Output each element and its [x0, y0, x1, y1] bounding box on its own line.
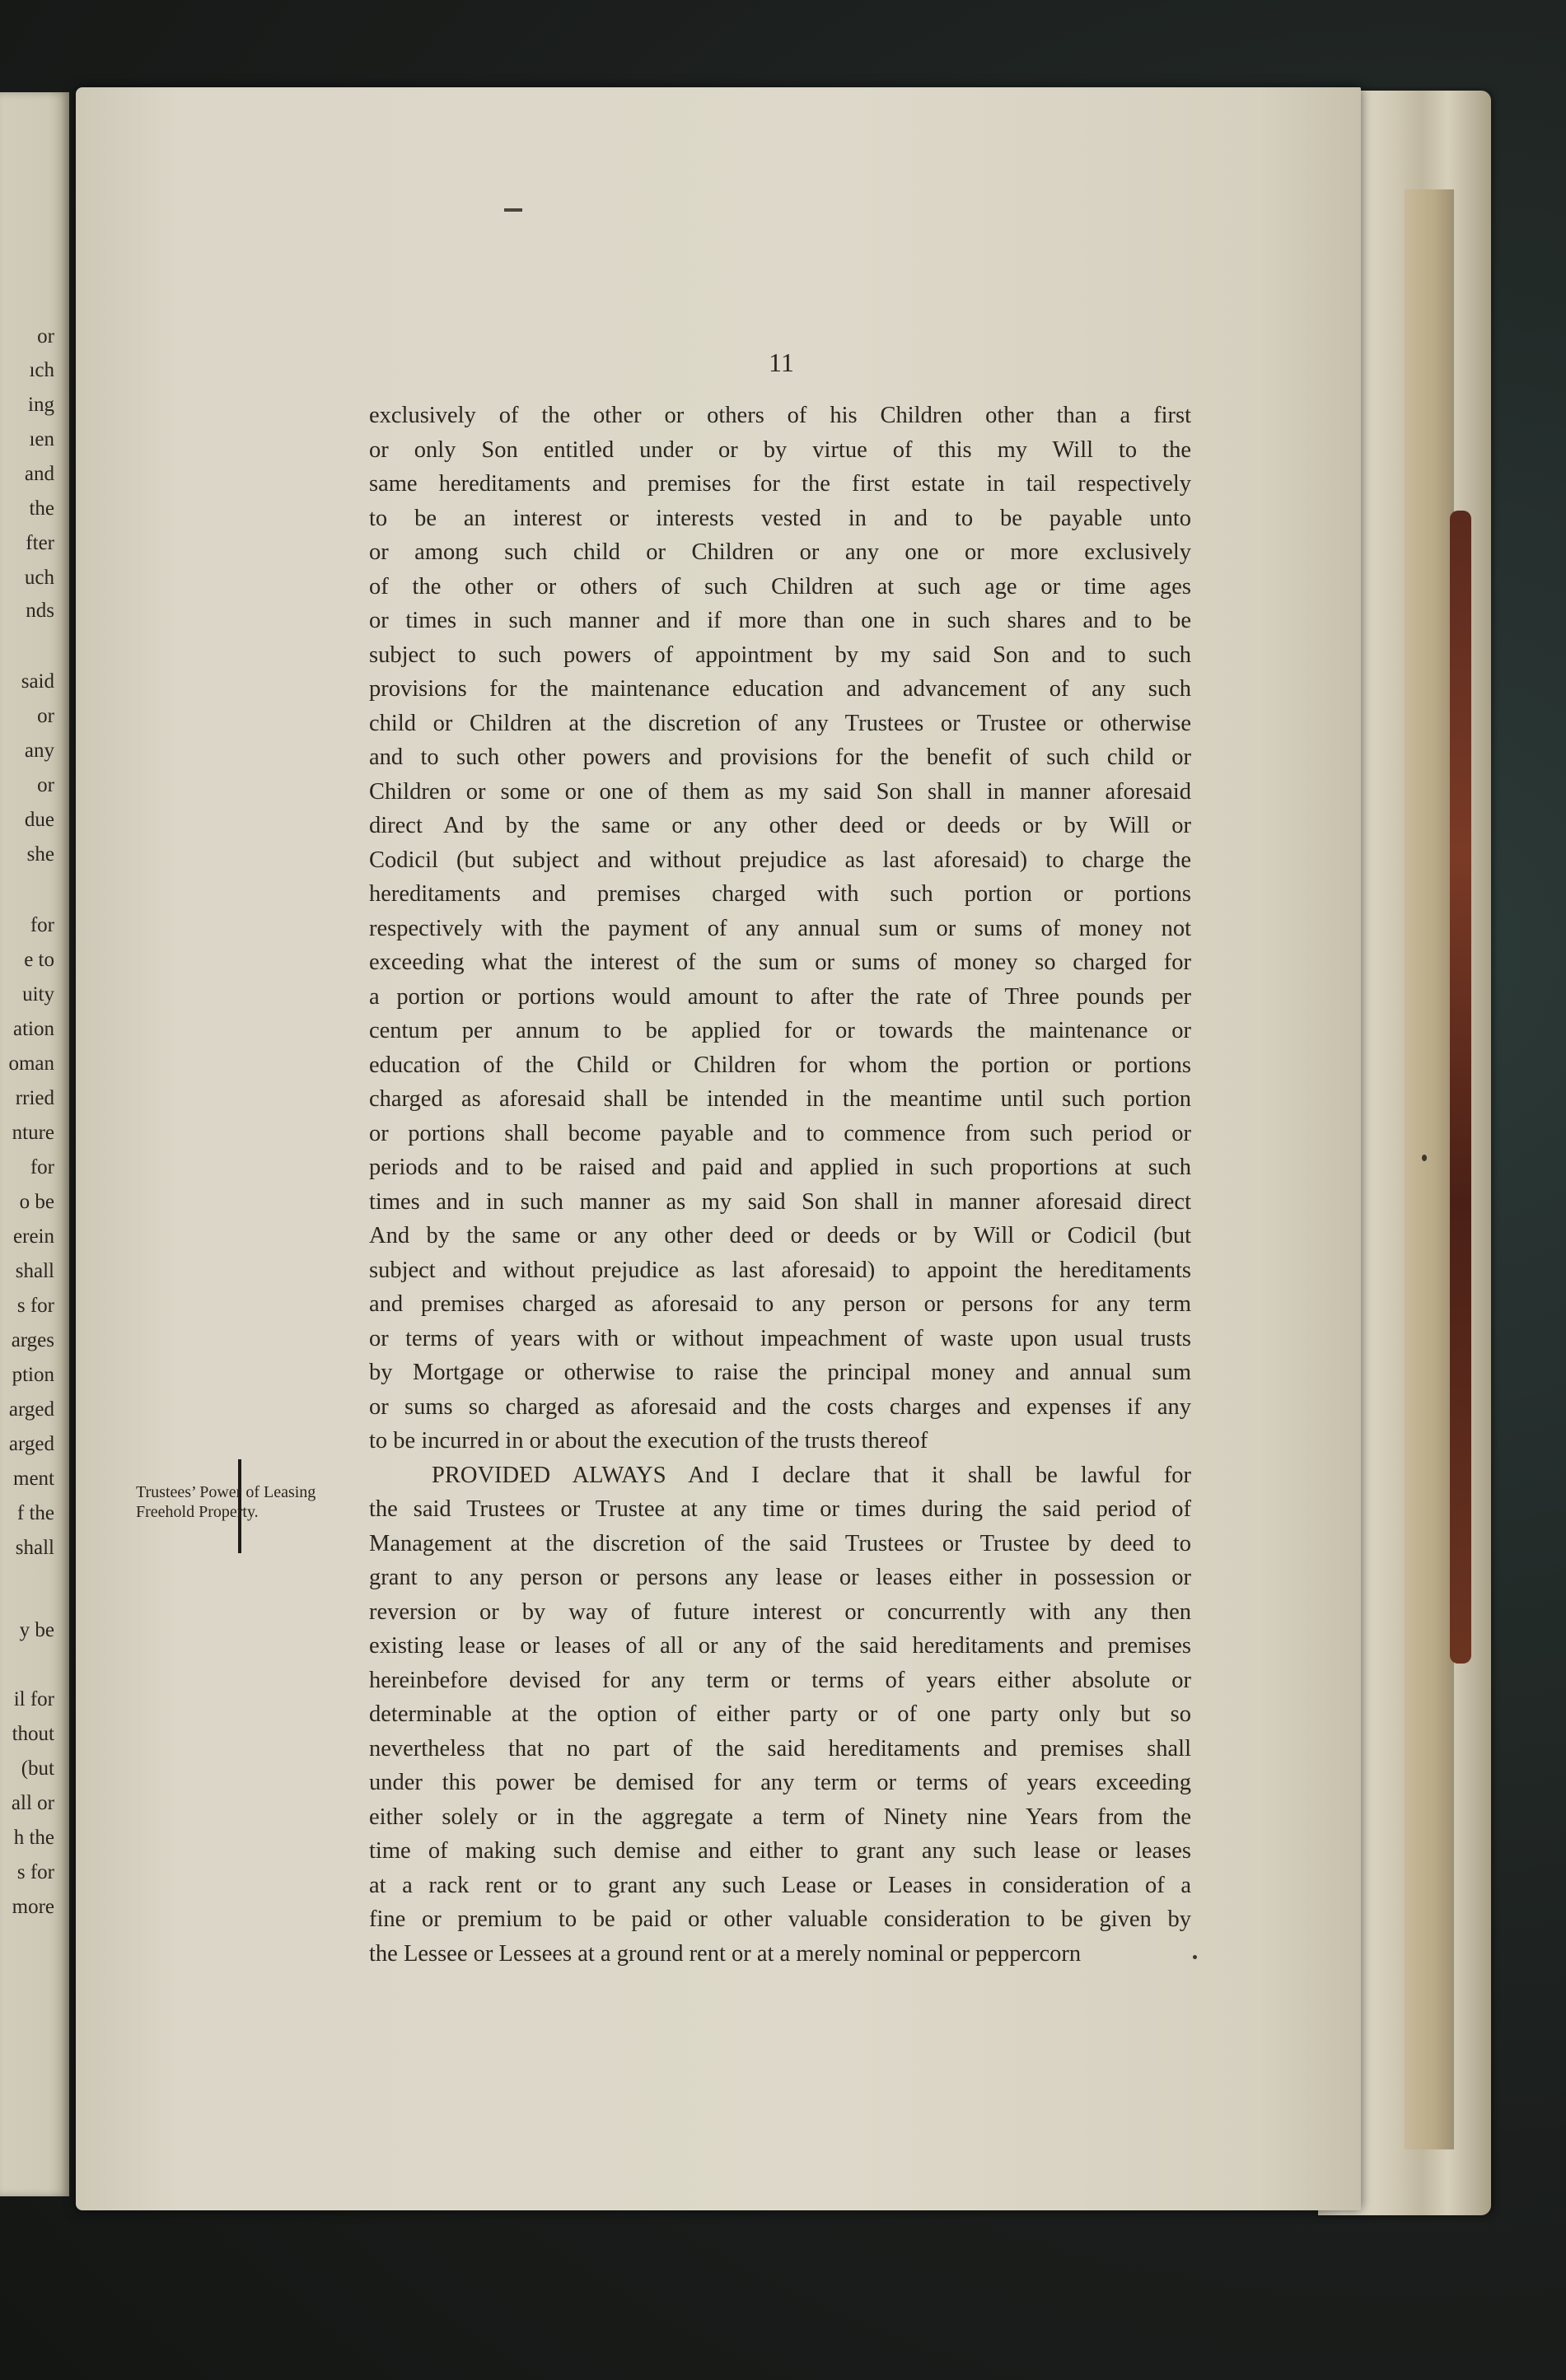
body-line: the said Trustees or Trustee at any time or times during the said period of [369, 1496, 1191, 1522]
body-line: grant to any person or persons any lease or leases either in possession or [369, 1565, 1191, 1590]
previous-page-fragment: she [26, 843, 54, 866]
body-line: time of making such demise and either to grant any such lease or leases [369, 1838, 1191, 1864]
previous-page-fragment: e to [24, 949, 54, 971]
body-line: Management at the discretion of the said Trustees or Trustee by deed to [369, 1530, 1191, 1556]
body-line: under this power be demised for any term or terms of years exceeding [369, 1770, 1191, 1795]
body-line: And by the same or any other deed or deeds or by Will or Codicil (but [369, 1223, 1191, 1248]
previous-page-fragment: s for [16, 1861, 54, 1883]
body-line: by Mortgage or otherwise to raise the principal money and annual sum [369, 1360, 1191, 1385]
body-line: or portions shall become payable and to commence from such period or [369, 1120, 1191, 1146]
previous-page-fragment: thout [12, 1723, 54, 1745]
body-line: either solely or in the aggregate a term of Ninety nine Years from the [369, 1804, 1191, 1830]
body-line: subject to such powers of appointment by my said Son and to such [369, 642, 1191, 668]
body-line: hereditaments and premises charged with such portion or portions [369, 881, 1191, 907]
torn-binding-strip [1450, 511, 1471, 1664]
previous-page-fragment: fter [26, 532, 54, 554]
previous-page-fragment: all or [11, 1792, 54, 1814]
body-line: reversion or by way of future interest or concurrently with any then [369, 1598, 1191, 1625]
margin-note [136, 1482, 375, 1522]
previous-page-fragment: shall [15, 1260, 54, 1282]
body-line: or sums so charged as aforesaid and the costs charges and expenses if any [369, 1393, 1191, 1420]
previous-page-edge [0, 92, 69, 2196]
previous-page-fragment: any [24, 740, 54, 762]
previous-page-fragment: ıch [29, 359, 54, 381]
body-line: determinable at the option of either party or of one party only but so [369, 1701, 1191, 1727]
previous-page-fragment: ption [12, 1364, 54, 1386]
previous-page-fragment: for [30, 1156, 54, 1178]
page-number: 11 [769, 348, 794, 377]
body-line: periods and to be raised and paid and applied in such proportions at such [369, 1155, 1191, 1180]
body-line: nevertheless that no part of the said hereditaments and premises shall [369, 1735, 1191, 1762]
body-line: times and in such manner as my said Son shall in manner aforesaid direct [369, 1188, 1191, 1215]
body-line: exceeding what the interest of the sum or sums of money so charged for [369, 950, 1191, 975]
body-line: or terms of years with or without impeachment of waste upon usual trusts [369, 1325, 1191, 1351]
previous-page-fragment: s for [16, 1295, 54, 1317]
body-line: respectively with the payment of any annual sum or sums of money not [369, 915, 1191, 941]
body-line: child or Children at the discretion of any Trustees or Trustee or otherwise [369, 710, 1191, 736]
body-line: PROVIDED ALWAYS And I declare that it shall be lawful for [432, 1462, 1191, 1488]
previous-page-fragment: f the [16, 1502, 54, 1524]
body-line: or only Son entitled under or by virtue of this my Will to the [369, 436, 1191, 463]
body-line: hereinbefore devised for any term or terms of years either absolute or [369, 1667, 1191, 1693]
previous-page-fragment: y be [19, 1619, 54, 1641]
previous-page-fragment: erein [13, 1225, 54, 1248]
previous-page-fragment: (but [21, 1757, 54, 1780]
previous-page-fragment: and [24, 463, 54, 485]
body-text [369, 399, 1191, 1971]
previous-page-fragment: ıen [29, 428, 54, 450]
previous-page-fragment: ment [13, 1468, 54, 1490]
body-line: the Lessee or Lessees at a ground rent or at a merely nominal or peppercorn [369, 1940, 1082, 1967]
previous-page-fragment: arged [8, 1398, 54, 1421]
previous-page-fragment: ing [28, 394, 54, 416]
body-line: existing lease or leases of all or any of the said hereditaments and premises [369, 1633, 1191, 1659]
previous-page-fragment: o be [19, 1191, 54, 1213]
previous-page-fragment: oman [8, 1052, 54, 1075]
body-line: same hereditaments and premises for the first estate in tail respectively [369, 471, 1191, 497]
paper-speck [1193, 1955, 1197, 1959]
previous-page-fragment: ation [13, 1018, 54, 1040]
previous-page-fragment: arges [11, 1329, 54, 1351]
body-line: of the other or others of such Children at such age or time ages [369, 573, 1191, 600]
previous-page-fragment: said [21, 670, 54, 693]
ink-mark [504, 208, 522, 212]
body-line: or times in such manner and if more than one in such shares and to be [369, 608, 1191, 633]
body-line: education of the Child or Children for whom the portion or portions [369, 1052, 1191, 1078]
previous-page-fragment: arged [8, 1433, 54, 1455]
body-line: charged as aforesaid shall be intended in the meantime until such portion [369, 1086, 1191, 1112]
body-line: exclusively of the other or others of his Children other than a first [369, 403, 1191, 428]
previous-page-fragment: shall [15, 1537, 54, 1559]
body-line: to be incurred in or about the execution of the trusts thereof [369, 1428, 928, 1454]
body-line: and premises charged as aforesaid to any person or persons for any term [369, 1291, 1191, 1317]
previous-page-fragment: for [30, 914, 54, 936]
previous-page-fragment: uity [22, 983, 54, 1006]
body-line: fine or premium to be paid or other valuable consideration to be given by [369, 1906, 1191, 1932]
previous-page-fragment: due [24, 809, 54, 831]
body-line: Children or some or one of them as my said Son shall in manner aforesaid [369, 778, 1191, 805]
previous-page-fragment: nds [26, 600, 54, 622]
previous-page-fragment: nture [12, 1122, 54, 1144]
margin-note-line: Trustees’ Power of Leasing [136, 1483, 316, 1501]
previous-page-fragment: or [37, 774, 54, 796]
body-line: provisions for the maintenance education and advancement of any such [369, 676, 1191, 702]
paper-speck [1422, 1155, 1427, 1161]
page-tab-strip [1405, 189, 1454, 2149]
previous-page-fragment: the [29, 497, 54, 520]
previous-page-fragment: or [37, 325, 54, 348]
previous-page-fragment: h the [13, 1827, 54, 1849]
previous-page-fragment: uch [24, 567, 54, 589]
previous-page-fragment: or [37, 705, 54, 727]
body-line: and to such other powers and provisions for the benefit of such child or [369, 744, 1191, 770]
body-line: to be an interest or interests vested in and to be payable unto [369, 505, 1191, 531]
previous-page-fragment: rried [15, 1087, 54, 1109]
body-line: at a rack rent or to grant any such Lease or Leases in consideration of a [369, 1872, 1191, 1898]
previous-page-fragment: il for [13, 1688, 54, 1710]
margin-note-line: Freehold Property. [136, 1503, 259, 1521]
body-line: Codicil (but subject and without prejudice as last aforesaid) to charge the [369, 847, 1191, 873]
body-line: direct And by the same or any other deed or deeds or by Will or [369, 813, 1191, 838]
body-line: subject and without prejudice as last aforesaid) to appoint the hereditaments [369, 1257, 1191, 1283]
body-line: or among such child or Children or any one or more exclusively [369, 539, 1191, 565]
body-line: centum per annum to be applied for or towards the maintenance or [369, 1018, 1191, 1043]
previous-page-fragment: more [12, 1896, 54, 1918]
body-line: a portion or portions would amount to after the rate of Three pounds per [369, 983, 1191, 1010]
